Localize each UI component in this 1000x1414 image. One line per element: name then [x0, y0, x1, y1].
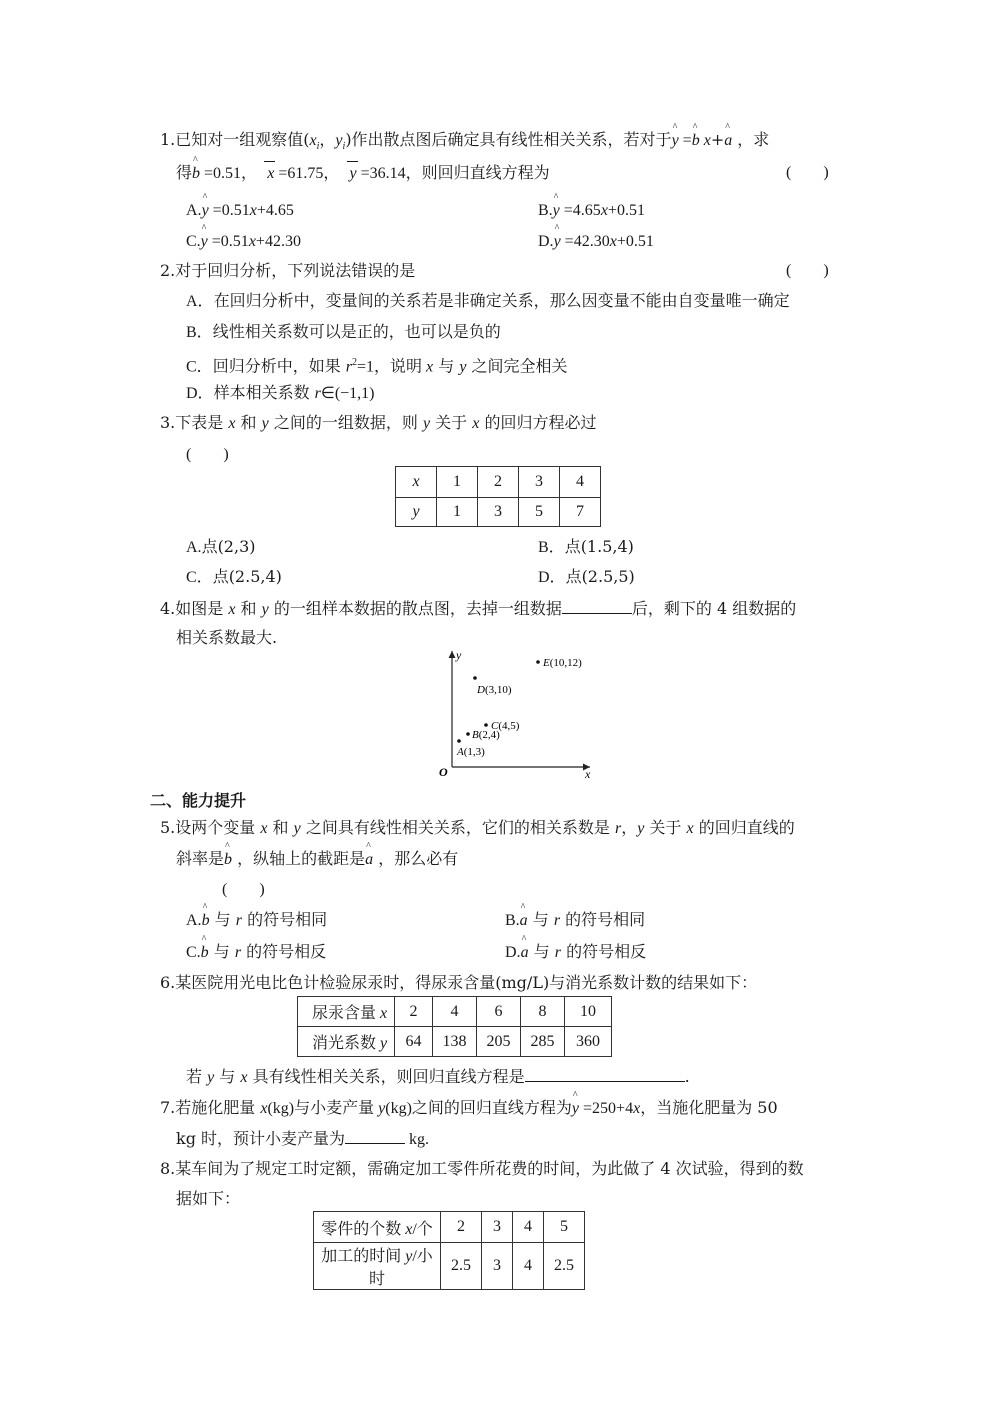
- q2-option-b[interactable]: [186, 322, 501, 343]
- point-label-a: A(1,3): [457, 746, 485, 758]
- q3-option-c[interactable]: [186, 567, 282, 588]
- table-cell: 138: [433, 1027, 477, 1057]
- option-text: ∈(−1,1): [320, 385, 375, 402]
- origin-label: O: [439, 765, 448, 779]
- q4-text: 后，剩下的 4 组数据的: [631, 599, 797, 618]
- q3-answer-bracket[interactable]: ( ): [186, 446, 229, 463]
- y-hat: ^ y: [572, 1099, 579, 1119]
- option-text: 点(2.5,5): [565, 567, 635, 586]
- table-cell: 2.5: [544, 1243, 585, 1290]
- q6-data-table: [297, 996, 612, 1057]
- q5-option-a[interactable]: [186, 910, 327, 931]
- q2-option-c[interactable]: [186, 353, 568, 377]
- option-label: D.: [538, 233, 554, 250]
- point-label-d: D(3,10): [477, 684, 512, 696]
- var-y: y: [405, 1248, 413, 1265]
- option-text: =4.65: [559, 202, 601, 219]
- q7-text: (kg)之间的回归直线方程为: [385, 1100, 572, 1117]
- var-r: r: [235, 912, 242, 929]
- q5-option-b[interactable]: [505, 910, 645, 931]
- option-text: 的符号相同: [241, 910, 328, 929]
- data-point-b: [466, 732, 470, 736]
- var-x: x: [686, 820, 694, 837]
- q4-text: 的一组样本数据的散点图，去掉一组数据: [268, 599, 562, 618]
- var-x: x: [309, 132, 317, 149]
- q2-option-a[interactable]: [186, 291, 790, 312]
- table-row: [298, 997, 612, 1027]
- row-header-text: /个: [412, 1220, 433, 1238]
- table-cell: 7: [560, 498, 601, 527]
- q5-option-d[interactable]: [505, 942, 646, 963]
- superscript: 2: [352, 357, 358, 368]
- q6-stem: 6.某医院用光电比色计检验尿汞时，得尿汞含量(mg/L)与消光系数计数的结果如下：: [160, 973, 758, 992]
- y-hat: ^ y: [553, 201, 560, 221]
- option-text: 的符号相反: [241, 942, 327, 961]
- q6-text: 具有线性相关关系，则回归直线方程是: [247, 1067, 525, 1086]
- table-cell: 3: [482, 1212, 513, 1243]
- q1-answer-bracket[interactable]: ( ): [786, 164, 829, 181]
- table-cell: 5: [519, 498, 560, 527]
- var-x: x: [228, 601, 236, 618]
- option-text: 之间完全相关: [466, 356, 568, 376]
- q8-stem-line2: 据如下：: [176, 1189, 241, 1208]
- option-label: A．: [186, 293, 214, 310]
- q3-text: 和: [235, 413, 262, 432]
- option-text: 的符号相同: [560, 910, 646, 929]
- data-point-a: [457, 739, 461, 743]
- q3-text: 3.下表是: [160, 413, 229, 432]
- q1-option-b[interactable]: [538, 200, 645, 221]
- q5-text: ，纵轴上的截距是: [232, 849, 366, 868]
- var-x: x: [472, 415, 480, 432]
- a-hat: ^ a: [520, 911, 528, 931]
- point-label-e: E(10,12): [543, 657, 582, 669]
- table-row: [298, 1027, 612, 1057]
- row-header-text: 消光系数: [312, 1035, 381, 1052]
- b-value: =0.51，: [200, 165, 258, 182]
- var-x: x: [633, 1100, 641, 1117]
- q6-answer-blank[interactable]: [525, 1066, 685, 1082]
- q7-stem-line2: [176, 1128, 429, 1150]
- var-x: x: [380, 1005, 388, 1022]
- var-r: r: [234, 944, 242, 961]
- var-r: r: [554, 944, 561, 961]
- table-cell: 4: [433, 997, 477, 1027]
- q5-stem-line1: [160, 818, 795, 839]
- y-hat: ^ y: [554, 232, 561, 252]
- table-cell: 1: [437, 498, 478, 527]
- var-x: x: [405, 1220, 413, 1238]
- option-label: A.: [186, 202, 202, 219]
- q4-stem-line2: 相关系数最大.: [176, 628, 278, 647]
- data-point-d: [473, 676, 477, 680]
- y-hat: ^ y: [201, 232, 208, 252]
- q4-stem-line1: [160, 598, 796, 620]
- row-header: [298, 1027, 395, 1057]
- table-cell: 64: [395, 1027, 433, 1057]
- option-text: 回归分析中，如果: [212, 356, 346, 376]
- q5-text: 斜率是: [176, 849, 225, 868]
- plus-sign: +: [710, 130, 725, 149]
- b-hat: ^ b: [692, 131, 700, 151]
- table-cell: 4: [513, 1212, 544, 1243]
- equals-sign: =: [678, 132, 692, 149]
- row-header-text: /小时: [368, 1248, 433, 1288]
- q5-text: 的回归直线的: [693, 818, 795, 837]
- q7-answer-blank[interactable]: [345, 1128, 405, 1144]
- x-axis-label: x: [585, 767, 591, 780]
- subscript-i: i: [342, 141, 346, 153]
- option-label: B.: [538, 202, 553, 219]
- option-label: C．: [186, 358, 213, 376]
- option-text: +0.51: [607, 202, 645, 219]
- q3-option-b[interactable]: [538, 537, 634, 558]
- q7-text: kg 时，预计小麦产量为: [176, 1129, 346, 1148]
- var-y: y: [459, 358, 467, 376]
- option-text: +42.30: [255, 233, 301, 250]
- q1-text: 得: [176, 163, 193, 182]
- row-header-text: 加工的时间: [321, 1248, 406, 1265]
- var-x: x: [228, 415, 236, 432]
- option-text: =1，说明: [357, 358, 427, 376]
- option-text: 与: [528, 942, 555, 961]
- row-header: [298, 997, 395, 1027]
- q1-option-a[interactable]: [186, 200, 294, 221]
- b-hat: ^ b: [202, 911, 210, 931]
- var-y: y: [335, 132, 343, 149]
- var-y: y: [422, 415, 431, 432]
- row-header-text: 尿汞含量: [312, 1005, 381, 1022]
- table-cell: 3: [519, 467, 560, 498]
- table-cell: 8: [521, 997, 565, 1027]
- option-label: D.: [505, 944, 521, 961]
- row-header-x: x: [396, 467, 437, 498]
- q1-stem-line1: [160, 130, 769, 157]
- option-text: 线性相关系数可以是正的，也可以是负的: [212, 322, 501, 341]
- data-point-c: [484, 723, 488, 727]
- table-row: [314, 1243, 585, 1290]
- var-r: r: [614, 820, 622, 837]
- table-cell: 4: [560, 467, 601, 498]
- q5-stem-line2: [176, 849, 458, 870]
- q4-text: 和: [235, 599, 262, 618]
- var-x: x: [248, 233, 256, 250]
- y-hat: ^ y: [672, 131, 679, 151]
- option-text: 与: [209, 910, 236, 929]
- var-r: r: [553, 912, 561, 929]
- table-cell: 6: [477, 997, 521, 1027]
- option-label: C.: [186, 233, 201, 250]
- table-cell: 2: [478, 467, 519, 498]
- var-x: x: [600, 202, 608, 219]
- y-bar: y: [349, 165, 357, 182]
- q3-stem: [160, 413, 596, 434]
- table-cell: 285: [521, 1027, 565, 1057]
- q8-stem-line1: 8.某车间为了规定工时定额，需确定加工零件所花费的时间，为此做了 4 次试验，得到的数: [160, 1159, 804, 1178]
- var-x: x: [249, 202, 257, 219]
- q5-text: ，: [621, 818, 638, 837]
- var-x: x: [260, 1100, 268, 1117]
- q6-follow-up: [186, 1066, 690, 1088]
- a-hat: ^ a: [365, 850, 373, 870]
- q1-text: ，求: [732, 130, 770, 149]
- q3-text: 关于: [430, 413, 473, 432]
- q4-text: 4.如图是: [160, 599, 229, 618]
- b-hat: ^ b: [201, 943, 209, 963]
- option-text: 与: [208, 942, 235, 961]
- q3-text: 之间的一组数据，则: [268, 413, 423, 432]
- var-y: y: [293, 820, 301, 837]
- var-y: y: [378, 1100, 386, 1117]
- data-point-e: [536, 660, 540, 664]
- option-label: B．: [186, 324, 213, 341]
- option-label: A.: [186, 912, 202, 929]
- q2-option-d[interactable]: [186, 383, 375, 404]
- option-label: C．: [186, 569, 213, 586]
- x-bar-value: =61.75，: [274, 165, 340, 182]
- option-text: 在回归分析中，变量间的关系若是非确定关系，那么因变量不能由自变量唯一确定: [213, 291, 790, 310]
- var-y: y: [380, 1035, 388, 1052]
- table-cell: 360: [565, 1027, 612, 1057]
- q7-text: kg.: [405, 1131, 430, 1148]
- q7-text: (kg)与小麦产量: [267, 1100, 379, 1117]
- q4-answer-blank[interactable]: [562, 598, 632, 614]
- table-cell: 205: [477, 1027, 521, 1057]
- q5-option-c[interactable]: [186, 942, 326, 963]
- table-cell: 4: [513, 1243, 544, 1290]
- section-title: 二、能力提升: [150, 791, 247, 810]
- table-cell: 5: [544, 1212, 585, 1243]
- q5-text: 5.设两个变量: [160, 818, 261, 837]
- b-hat: ^ b: [192, 164, 200, 184]
- var-x: x: [240, 1069, 248, 1086]
- table-cell: 3: [482, 1243, 513, 1290]
- option-label: D．: [538, 569, 566, 586]
- option-text: 的符号相反: [560, 942, 647, 961]
- q7-text: 7.若施化肥量: [160, 1098, 261, 1117]
- table-cell: 3: [478, 498, 519, 527]
- table-cell: 1: [437, 467, 478, 498]
- q5-text: 之间具有线性相关关系，它们的相关系数是: [300, 818, 615, 837]
- q5-answer-bracket[interactable]: ( ): [222, 881, 265, 898]
- var-x: x: [699, 132, 711, 149]
- q6-text: 若: [186, 1067, 208, 1086]
- point-label-c: C(4,5): [491, 720, 520, 732]
- y-bar-value: =36.14，则回归直线方程为: [356, 165, 550, 182]
- q3-text: 的回归方程必过: [479, 413, 597, 432]
- q3-data-table: [395, 466, 601, 527]
- row-header: [314, 1212, 441, 1243]
- option-label: A.: [186, 539, 202, 556]
- table-cell: 2.5: [441, 1243, 482, 1290]
- subscript-i: i: [316, 141, 320, 153]
- q8-data-table: [313, 1211, 585, 1290]
- q1-text: ，: [319, 130, 336, 149]
- var-r: r: [314, 385, 321, 402]
- row-header-y: y: [396, 498, 437, 527]
- var-x: x: [426, 358, 434, 376]
- var-x: x: [260, 820, 268, 837]
- var-r: r: [345, 358, 353, 376]
- q5-text: ，那么必有: [373, 849, 459, 868]
- q5-text: 和: [267, 818, 294, 837]
- q3-option-d[interactable]: [538, 567, 635, 588]
- point-label-b: B(2,4): [472, 729, 500, 741]
- q7-stem-line1: [160, 1098, 778, 1119]
- y-axis-label: y: [456, 648, 462, 662]
- option-text: +0.51: [616, 233, 654, 250]
- option-text: 点(1.5,4): [564, 537, 634, 556]
- q1-option-c[interactable]: [186, 231, 301, 252]
- option-text: =42.30: [560, 233, 610, 250]
- var-y: y: [261, 601, 269, 618]
- q1-option-d[interactable]: [538, 231, 654, 252]
- var-x: x: [609, 233, 617, 250]
- option-text: 点(2,3): [201, 537, 256, 556]
- option-label: D．: [186, 385, 214, 402]
- table-cell: 2: [395, 997, 433, 1027]
- var-y: y: [207, 1069, 215, 1086]
- q1-text: 1.已知对一组观察值(: [160, 130, 310, 149]
- row-header: [314, 1243, 441, 1290]
- table-row: [396, 467, 601, 498]
- option-label: B.: [505, 912, 520, 929]
- x-bar: x: [267, 165, 275, 182]
- q4-scatter-plot: [430, 645, 605, 780]
- option-text: 与: [527, 910, 554, 929]
- option-text: 点(2.5,4): [212, 567, 282, 586]
- table-row: [314, 1212, 585, 1243]
- var-y: y: [261, 415, 269, 432]
- table-row: [396, 498, 601, 527]
- b-hat: ^ b: [224, 850, 232, 870]
- q2-stem: 2.对于回归分析，下列说法错误的是: [160, 261, 416, 280]
- q6-text: .: [684, 1067, 690, 1086]
- a-hat: ^ a: [724, 131, 732, 151]
- var-y: y: [637, 820, 645, 837]
- option-text: 样本相关系数: [213, 383, 315, 402]
- q1-stem-line2: [176, 163, 550, 184]
- option-text: 与: [433, 356, 460, 376]
- option-label: B．: [538, 539, 565, 556]
- q7-equation: =250+4: [579, 1100, 634, 1117]
- option-text: =0.51: [208, 202, 250, 219]
- table-cell: 2: [441, 1212, 482, 1243]
- option-text: =0.51: [207, 233, 249, 250]
- q3-option-a[interactable]: [186, 537, 256, 558]
- q2-answer-bracket[interactable]: ( ): [786, 262, 829, 279]
- q5-text: 关于: [644, 818, 687, 837]
- q7-text: ，当施化肥量为 50: [640, 1098, 778, 1117]
- q1-text: )作出散点图后确定具有线性相关关系，若对于: [345, 130, 672, 149]
- a-hat: ^ a: [521, 943, 529, 963]
- q6-text: 与: [214, 1067, 241, 1086]
- table-cell: 10: [565, 997, 612, 1027]
- y-hat: ^ y: [202, 201, 209, 221]
- option-text: +4.65: [256, 202, 294, 219]
- row-header-text: 零件的个数: [321, 1220, 406, 1238]
- option-label: C.: [186, 944, 201, 961]
